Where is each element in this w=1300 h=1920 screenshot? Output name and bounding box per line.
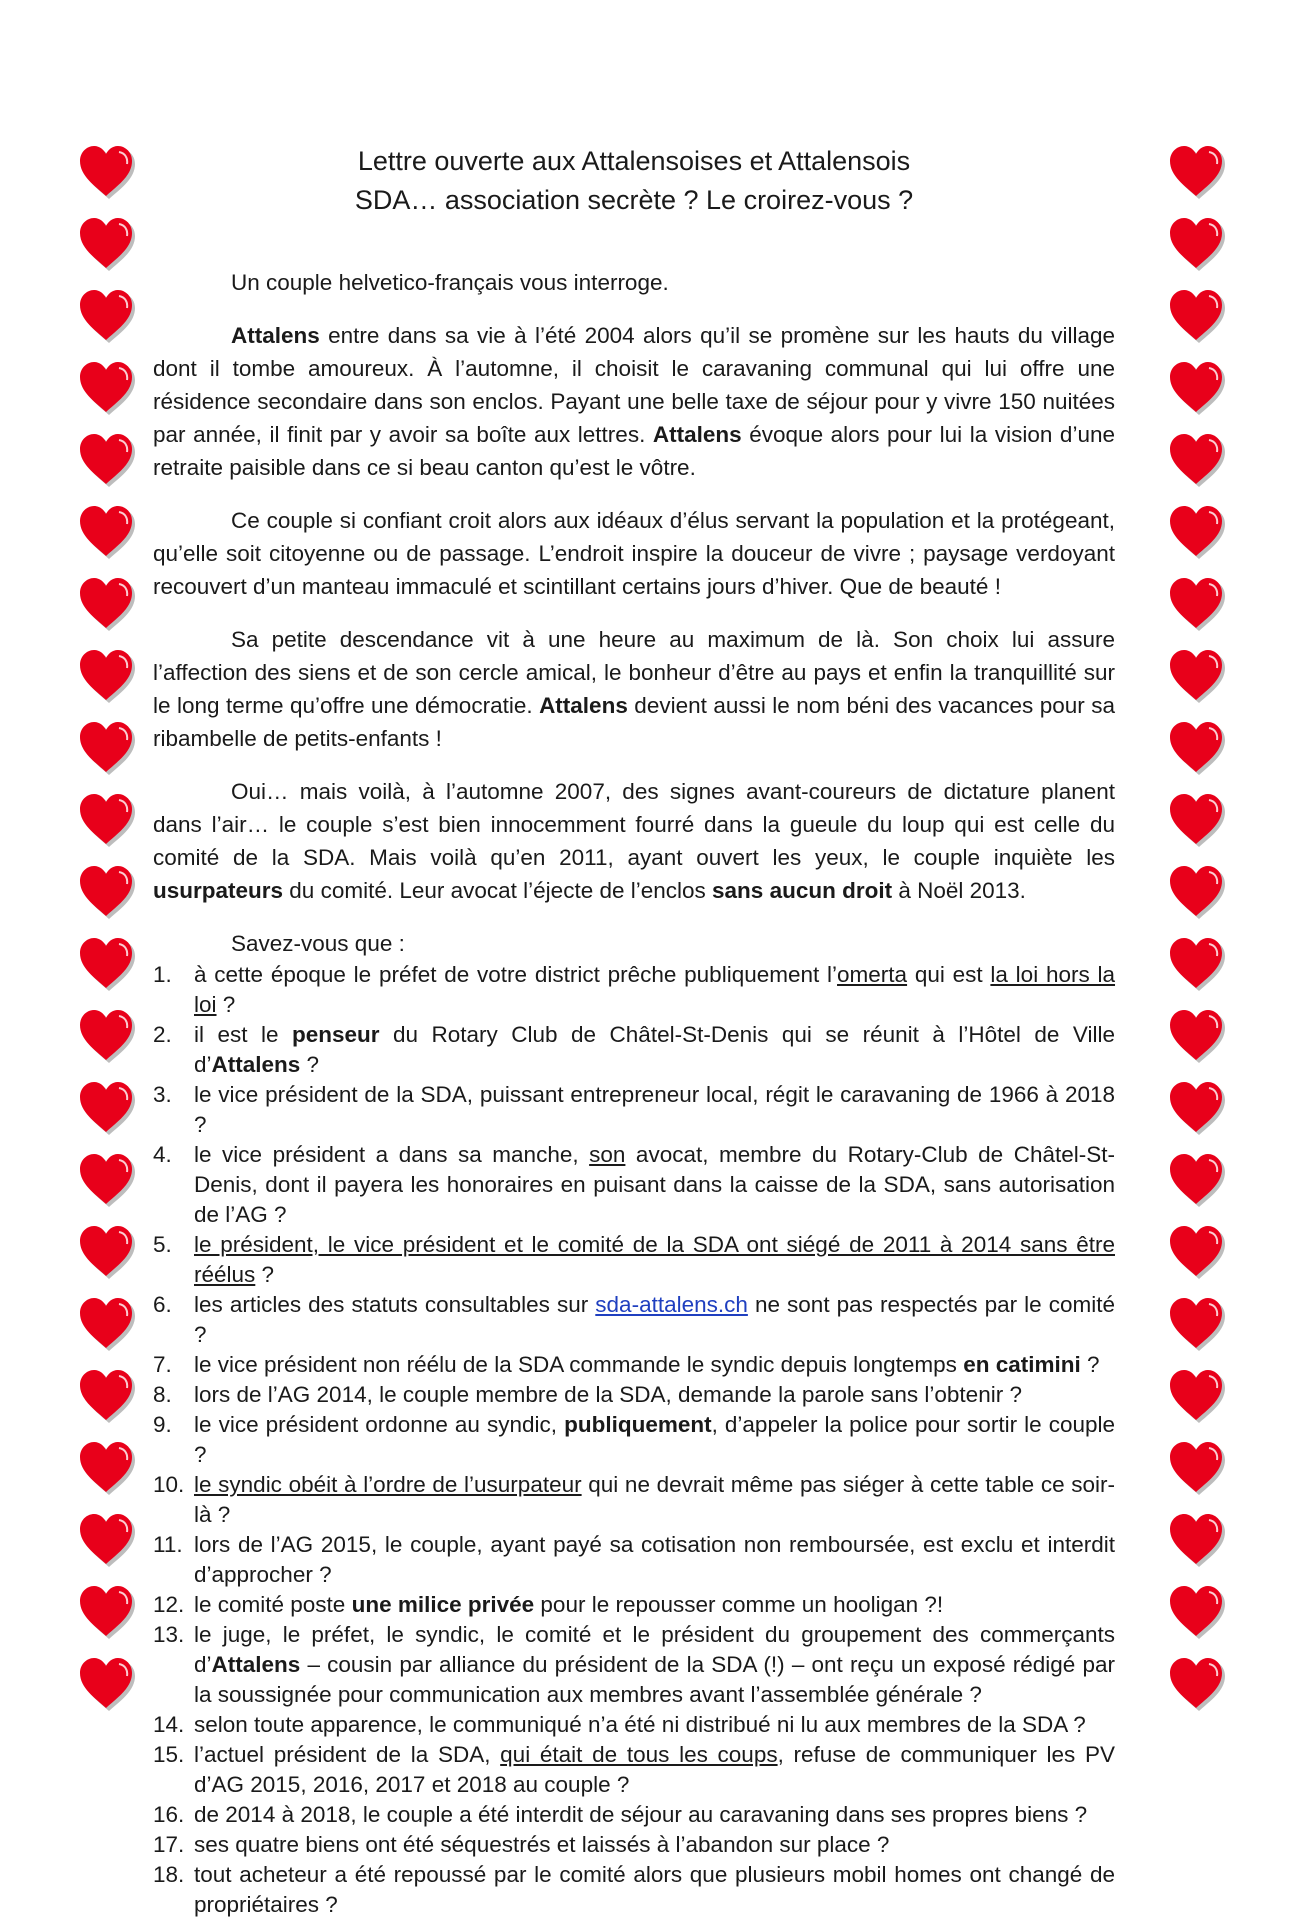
heart-icon [1165, 1652, 1227, 1714]
list-item: 15. l’actuel président de la SDA, qui était de tous les coups, refuse de communiquer les PV d’AG 2015, 2016, 2017 et 2018 au couple ? [153, 1742, 1115, 1797]
paragraph-2: Ce couple si confiant croit alors aux idéaux d’élus servant la population et la protégeant, qu’elle soit citoyenne ou de passage. L’endroit inspire la douceur de vivre ; paysage verdoyant recouvert d’un manteau immaculé et scintillant certains jours d’hiver. Que de beauté ! [153, 508, 1115, 599]
heart-icon [75, 572, 137, 634]
left-heart-column [75, 140, 145, 1714]
letter-body [153, 142, 1115, 1920]
heart-icon [75, 356, 137, 418]
heart-icon [75, 1292, 137, 1354]
heart-icon [75, 140, 137, 202]
paragraph-4: Oui… mais voilà, à l’automne 2007, des signes avant-coureurs de dictature planent dans l’air… le couple s’est bien innocemment fourré dans la gueule du loup qui est celle du comité de la SDA. Mais voilà qu’en 2011, ayant ouvert les yeux, le couple inquiète les usurpateurs du comité. Leur avocat l’éjecte de l’enclos sans aucun droit à Noël 2013. [153, 779, 1115, 903]
list-item: 4. le vice président a dans sa manche, son avocat, membre du Rotary-Club de Châtel-St-Denis, dont il payera les honoraires en puisant dans la caisse de la SDA, sans autorisation de l’AG ? [153, 1142, 1115, 1227]
list-item: 14. selon toute apparence, le communiqué n’a été ni distribué ni lu aux membres de la SDA ? [153, 1712, 1086, 1737]
heart-icon [75, 428, 137, 490]
list-item: 1. à cette époque le préfet de votre district prêche publiquement l’omerta qui est la loi hors la loi ? [153, 962, 1116, 1017]
heart-icon [1165, 500, 1227, 562]
right-heart-column [1165, 140, 1235, 1714]
list-item: 5. le président, le vice président et le comité de la SDA ont siégé de 2011 à 2014 sans être réélus ? [153, 1232, 1115, 1287]
list-item: 18. tout acheteur a été repoussé par le comité alors que plusieurs mobil homes ont changé de propriétaires ? [153, 1862, 1115, 1917]
list-item: 6. les articles des statuts consultables sur sda-attalens.ch ne sont pas respectés par le comité ? [153, 1292, 1115, 1347]
title-line-1: Lettre ouverte aux Attalensoises et Attalensois [357, 146, 911, 176]
heart-icon [75, 284, 137, 346]
list-item: 12. le comité poste une milice privée pour le repousser comme un hooligan ?! [153, 1592, 944, 1617]
heart-icon [1165, 356, 1227, 418]
heart-icon [1165, 428, 1227, 490]
heart-icon [1165, 932, 1227, 994]
heart-icon [75, 1220, 137, 1282]
heart-icon [75, 1508, 137, 1570]
list-item: 9. le vice président ordonne au syndic, publiquement, d’appeler la police pour sortir le couple ? [153, 1412, 1115, 1467]
heart-icon [1165, 1220, 1227, 1282]
heart-icon [75, 644, 137, 706]
heart-icon [1165, 1076, 1227, 1138]
questions-intro: Savez-vous que : [231, 931, 405, 956]
letter-title [153, 142, 1115, 220]
list-item: 7. le vice président non réélu de la SDA commande le syndic depuis longtemps en catimini ? [153, 1352, 1100, 1377]
heart-icon [75, 788, 137, 850]
heart-icon [75, 212, 137, 274]
list-item: 10. le syndic obéit à l’ordre de l’usurpateur qui ne devrait même pas siéger à cette table ce soir-là ? [153, 1472, 1116, 1527]
heart-icon [1165, 1004, 1227, 1066]
list-item: 2. il est le penseur du Rotary Club de Châtel-St-Denis qui se réunit à l’Hôtel de Ville d’Attalens ? [153, 1022, 1115, 1077]
heart-icon [1165, 1436, 1227, 1498]
sda-website-link[interactable]: sda-attalens.ch [595, 1292, 748, 1317]
heart-icon [1165, 644, 1227, 706]
heart-icon [75, 1580, 137, 1642]
title-line-2: SDA… association secrète ? Le croirez-vous ? [354, 185, 914, 215]
heart-icon [75, 932, 137, 994]
heart-icon [75, 1148, 137, 1210]
heart-icon [1165, 284, 1227, 346]
heart-icon [75, 860, 137, 922]
heart-icon [1165, 1292, 1227, 1354]
questions-list [153, 960, 1115, 1920]
heart-icon [75, 1436, 137, 1498]
heart-icon [1165, 860, 1227, 922]
list-item: 17. ses quatre biens ont été séquestrés et laissés à l’abandon sur place ? [153, 1832, 890, 1857]
heart-icon [1165, 140, 1227, 202]
paragraph-1: Attalens entre dans sa vie à l’été 2004 alors qu’il se promène sur les hauts du village dont il tombe amoureux. À l’automne, il choisit le caravaning communal qui lui offre une résidence secondaire dans son enclos. Payant une belle taxe de séjour pour y vivre 150 nuitées par année, il finit par y avoir sa boîte aux lettres. Attalens évoque alors pour lui la vision d’une retraite paisible dans ce si beau canton qu’est le vôtre. [153, 323, 1115, 480]
list-item: 13. le juge, le préfet, le syndic, le comité et le président du groupement des commerçants d’Attalens – cousin par alliance du président de la SDA (!) – ont reçu un exposé rédigé par la soussignée pour communication aux membres avant l’assemblée générale ? [153, 1622, 1115, 1707]
heart-icon [75, 1652, 137, 1714]
heart-icon [1165, 1508, 1227, 1570]
heart-icon [1165, 1148, 1227, 1210]
heart-icon [75, 1004, 137, 1066]
heart-icon [1165, 1580, 1227, 1642]
heart-icon [75, 1076, 137, 1138]
heart-icon [1165, 1364, 1227, 1426]
list-item: 11. lors de l’AG 2015, le couple, ayant payé sa cotisation non remboursée, est exclu et interdit d’approcher ? [153, 1532, 1115, 1587]
intro-paragraph: Un couple helvetico-français vous interroge. [231, 270, 669, 295]
heart-icon [1165, 788, 1227, 850]
heart-icon [1165, 716, 1227, 778]
list-item: 8. lors de l’AG 2014, le couple membre de la SDA, demande la parole sans l’obtenir ? [153, 1382, 1022, 1407]
heart-icon [1165, 572, 1227, 634]
heart-icon [75, 716, 137, 778]
list-item: 3. le vice président de la SDA, puissant entrepreneur local, régit le caravaning de 1966 à 2018 ? [153, 1082, 1115, 1137]
heart-icon [75, 500, 137, 562]
heart-icon [75, 1364, 137, 1426]
list-item: 16. de 2014 à 2018, le couple a été interdit de séjour au caravaning dans ses propres biens ? [153, 1802, 1088, 1827]
paragraph-3: Sa petite descendance vit à une heure au maximum de là. Son choix lui assure l’affection des siens et de son cercle amical, le bonheur d’être au pays et enfin la tranquillité sur le long terme qu’offre une démocratie. Attalens devient aussi le nom béni des vacances pour sa ribambelle de petits-enfants ! [153, 627, 1115, 751]
heart-icon [1165, 212, 1227, 274]
